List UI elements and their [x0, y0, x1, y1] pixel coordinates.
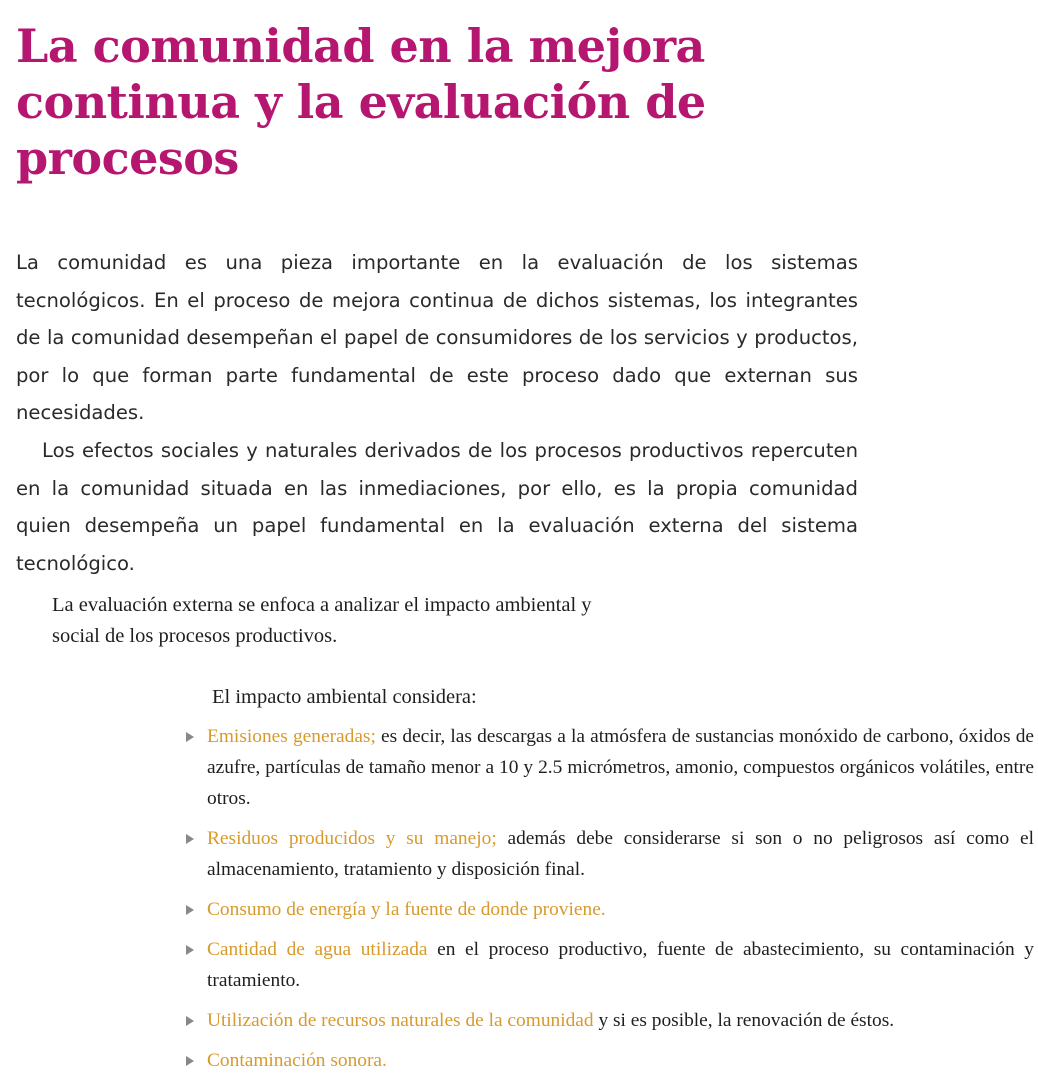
item-text: y si es posible, la renovación de éstos.	[593, 1010, 895, 1031]
item-highlight: Contaminación sonora.	[207, 1050, 387, 1071]
item-highlight: Consumo de energía y la fuente de donde proviene.	[207, 899, 606, 920]
item-highlight: Cantidad de agua utilizada	[207, 939, 428, 960]
item-highlight: Residuos producidos y su manejo;	[207, 828, 497, 849]
list-item	[186, 1005, 1034, 1036]
evaluation-note	[52, 590, 772, 652]
intro-text	[16, 244, 858, 582]
triangle-bullet-icon	[186, 732, 194, 742]
impact-heading: El impacto ambiental considera:	[212, 686, 477, 708]
list-item	[186, 1045, 1034, 1076]
triangle-bullet-icon	[186, 1056, 194, 1066]
item-highlight: Emisiones generadas;	[207, 726, 376, 747]
triangle-bullet-icon	[186, 945, 194, 955]
title-line: procesos	[16, 131, 239, 185]
list-item	[186, 894, 1034, 925]
title-line: continua y la evaluación de	[16, 75, 706, 129]
list-item	[186, 934, 1034, 996]
triangle-bullet-icon	[186, 834, 194, 844]
list-item	[186, 721, 1034, 814]
evaluation-note-line: La evaluación externa se enfoca a analizar el impacto ambiental y	[52, 594, 592, 616]
paragraph: La comunidad es una pieza importante en la evaluación de los sistemas tecnológicos. En el proceso de mejora continua de dichos sistemas, los integrantes de la comunidad desempeñan el papel de consumidores de los servicios y productos, por lo que forman parte fundamental de este proceso dado que externan sus necesidades.	[16, 251, 858, 425]
item-highlight: Utilización de recursos naturales de la comunidad	[207, 1010, 594, 1031]
item-text: es decir, las descargas a la atmósfera de sustancias monóxido de carbono, óxidos de azufre, partículas de tamaño menor a 10 y 2.5 micrómetros, amonio, compuestos orgánicos volátiles, entre otros.	[207, 726, 1034, 809]
item-text: en el proceso productivo, fuente de abastecimiento, su contaminación y tratamiento.	[207, 939, 1034, 991]
item-text: además debe considerarse si son o no peligrosos así como el almacenamiento, tratamiento y disposición final.	[207, 828, 1034, 880]
paragraph: Los efectos sociales y naturales derivados de los procesos productivos repercuten en la comunidad situada en las inmediaciones, por ello, es la propia comunidad quien desempeña un papel fundamental en la evaluación externa del sistema tecnológico.	[16, 438, 858, 575]
title-line: La comunidad en la mejora	[16, 19, 705, 73]
page-title	[16, 18, 736, 186]
impact-list	[186, 721, 1034, 1085]
triangle-bullet-icon	[186, 1016, 194, 1026]
list-item	[186, 823, 1034, 885]
evaluation-note-line: social de los procesos productivos.	[52, 625, 338, 647]
triangle-bullet-icon	[186, 905, 194, 915]
